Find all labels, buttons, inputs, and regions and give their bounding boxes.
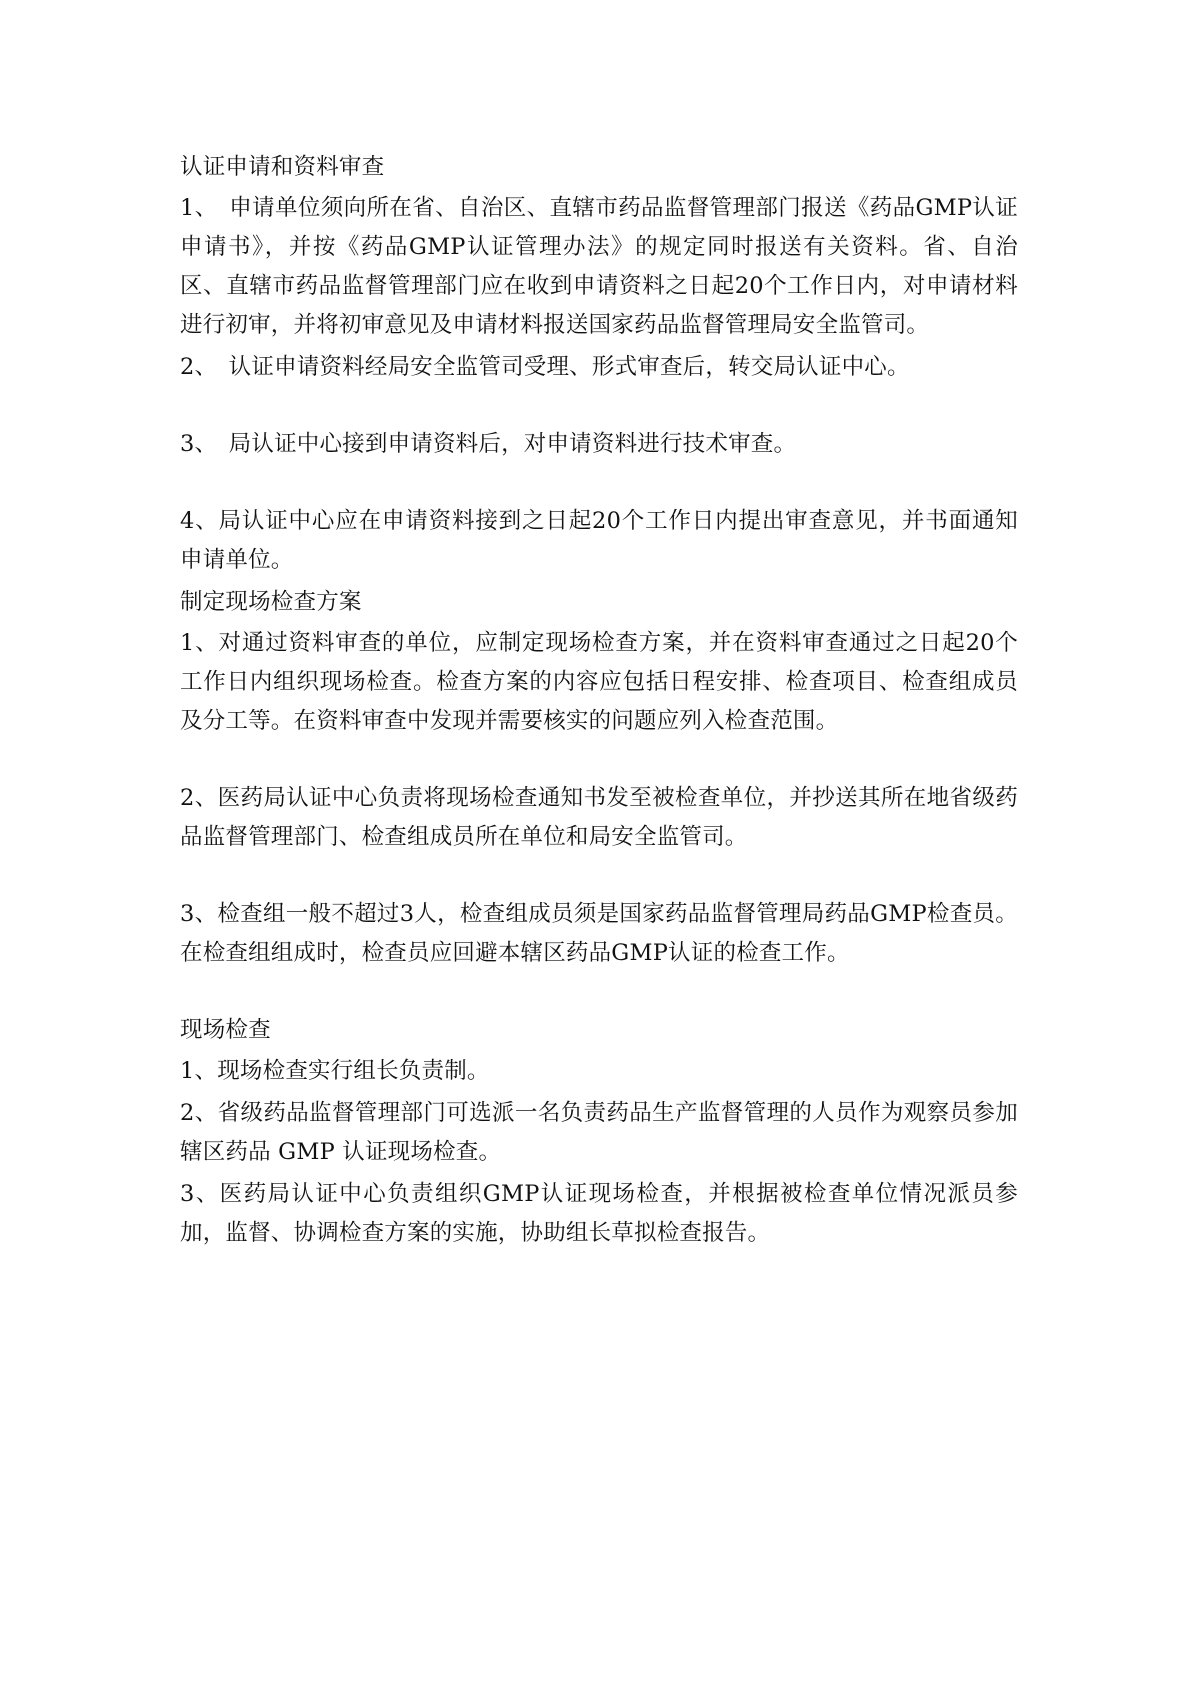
paragraph-item: 2、医药局认证中心负责将现场检查通知书发至被检查单位，并抄送其所在地省级药品监督管理部门、检查组成员所在单位和局安全监管司。 bbox=[180, 785, 1018, 850]
paragraph-item: 1、现场检查实行组长负责制。 bbox=[180, 1058, 490, 1084]
paragraph-item: 1、对通过资料审查的单位，应制定现场检查方案，并在资料审查通过之日起20个工作日内组织现场检查。检查方案的内容应包括日程安排、检查项目、检查组成员及分工等。在资料审查中发现并需要核实的问题应列入检查范围。 bbox=[180, 630, 1018, 734]
paragraph-item: 2、省级药品监督管理部门可选派一名负责药品生产监督管理的人员作为观察员参加辖区药品 GMP 认证现场检查。 bbox=[180, 1100, 1018, 1165]
paragraph-item: 4、局认证中心应在申请资料接到之日起20个工作日内提出审查意见，并书面通知申请单位。 bbox=[180, 508, 1018, 573]
paragraph-item: 1、 申请单位须向所在省、自治区、直辖市药品监督管理部门报送《药品GMP认证申请书》，并按《药品GMP认证管理办法》的规定同时报送有关资料。省、自治区、直辖市药品监督管理部门应在收到申请资料之日起20个工作日内，对申请材料进行初审，并将初审意见及申请材料报送国家药品监督管理局安全监管司。 bbox=[180, 195, 1018, 338]
document-body bbox=[180, 148, 1018, 1256]
paragraph-item: 2、 认证申请资料经局安全监管司受理、形式审查后，转交局认证中心。 bbox=[180, 354, 910, 380]
paragraph-item: 3、检查组一般不超过3人，检查组成员须是国家药品监督管理局药品GMP检查员。在检查组组成时，检查员应回避本辖区药品GMP认证的检查工作。 bbox=[180, 901, 1018, 966]
paragraph-item: 3、 局认证中心接到申请资料后，对申请资料进行技术审查。 bbox=[180, 431, 797, 457]
section-heading-inspection-plan: 制定现场检查方案 bbox=[180, 589, 362, 615]
section-heading-onsite-inspection: 现场检查 bbox=[180, 1017, 271, 1043]
paragraph-item: 3、医药局认证中心负责组织GMP认证现场检查，并根据被检查单位情况派员参加，监督、协调检查方案的实施，协助组长草拟检查报告。 bbox=[180, 1181, 1018, 1246]
section-heading-certification-application: 认证申请和资料审查 bbox=[180, 154, 385, 180]
